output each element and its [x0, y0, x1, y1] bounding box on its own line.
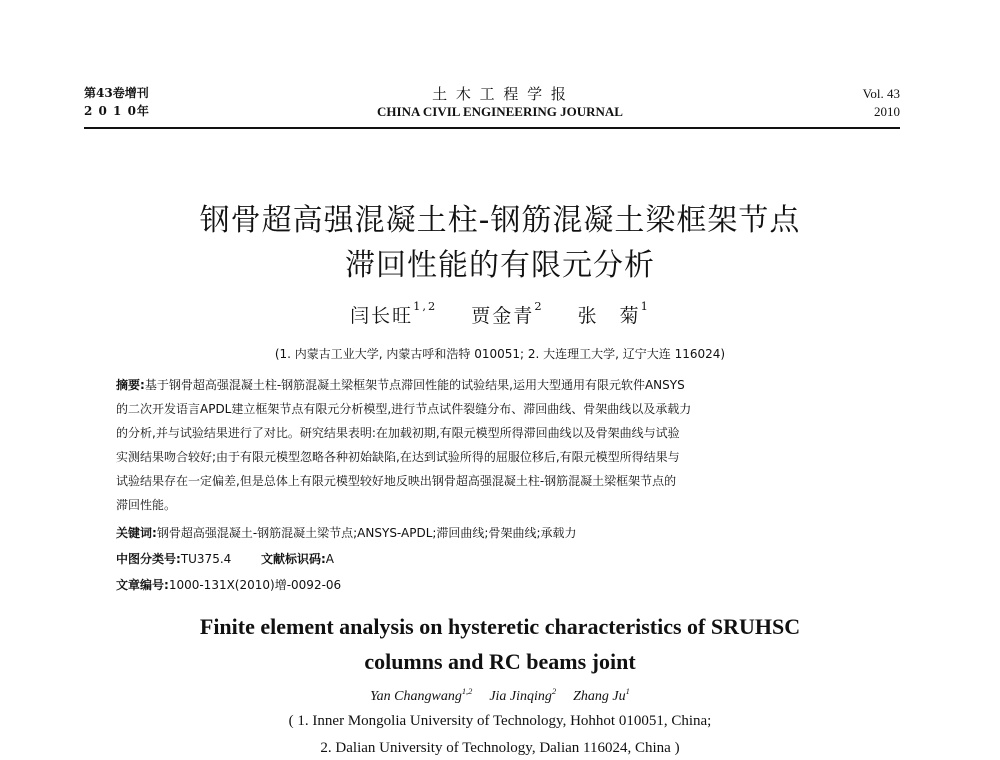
journal-name-en: CHINA CIVIL ENGINEERING JOURNAL	[377, 104, 623, 119]
title-en-line2: columns and RC beams joint	[364, 649, 636, 674]
doc-code-value: A	[325, 552, 334, 566]
abstract-line-1: 摘要:基于钢骨超高强混凝土柱-钢筋混凝土梁框架节点滞回性能的试验结果,运用大型通用有限元软件ANSYS	[116, 378, 685, 392]
volume-issue: 第43卷增刊	[84, 86, 149, 100]
abstract-line-3: 的分析,并与试验结果进行了对比。研究结果表明:在加载初期,有限元模型所得滞回曲线以及骨架曲线与试验	[116, 426, 680, 440]
volume-en: Vol. 43	[862, 86, 900, 101]
author-cn-1: 闫长旺$^{1,2}$	[350, 299, 438, 327]
clc-value: TU375.4	[180, 552, 232, 566]
header-rule	[84, 127, 900, 129]
journal-name-cn: 土 木 工 程 学 报	[432, 85, 568, 103]
author-en-3: Zhang Ju$^1$	[573, 687, 630, 704]
clc-label: 中图分类号:	[116, 552, 181, 566]
abstract-label: 摘要:	[116, 378, 145, 392]
affiliation-cn: (1. 内蒙古工业大学, 内蒙古呼和浩特 010051; 2. 大连理工大学, 辽宁大连 116024)	[274, 347, 726, 361]
authors-cn	[0, 301, 1000, 328]
year: 2 0 1 0年	[84, 104, 150, 118]
year-en: 2010	[874, 104, 900, 119]
author-cn-3: 张 菊$^1$	[577, 299, 650, 327]
title-cn-line2: 滞回性能的有限元分析	[345, 248, 655, 283]
authors-en	[0, 689, 1000, 705]
abstract-line-6: 滞回性能。	[116, 498, 177, 512]
author-en-2: Jia Jinqing$^2$	[489, 687, 557, 704]
affiliation-en-line1: ( 1. Inner Mongolia University of Technology, Hohhot 010051, China;	[288, 713, 712, 729]
article-number-value: 1000-131X(2010)增-0092-06	[168, 578, 342, 592]
abstract-line-2: 的二次开发语言APDL建立框架节点有限元分析模型,进行节点试件裂缝分布、滞回曲线、骨架曲线以及承载力	[116, 402, 692, 416]
title-cn-line1: 钢骨超高强混凝土柱-钢筋混凝土梁框架节点	[199, 203, 801, 238]
article-number	[116, 576, 881, 593]
keywords	[116, 524, 881, 541]
author-en-1: Yan Changwang$^{1,2}$	[370, 687, 473, 704]
article-number-label: 文章编号:	[116, 578, 169, 592]
keywords-label: 关键词:	[116, 526, 157, 540]
keywords-value: 钢骨超高强混凝土-钢筋混凝土梁节点;ANSYS-APDL;滞回曲线;骨架曲线;承载力	[156, 526, 577, 540]
affiliation-en-line2: 2. Dalian University of Technology, Dalian 116024, China )	[320, 740, 680, 756]
abstract-line-4: 实测结果吻合较好;由于有限元模型忽略各种初始缺陷,在达到试验所得的屈服位移后,有限元模型所得结果与	[116, 450, 680, 464]
author-cn-2: 贾金青$^2$	[471, 299, 544, 327]
classification	[116, 550, 881, 567]
doc-code-label: 文献标识码:	[260, 552, 326, 566]
title-en-line1: Finite element analysis on hysteretic characteristics of SRUHSC	[199, 614, 801, 639]
abstract-line-5: 试验结果存在一定偏差,但是总体上有限元模型较好地反映出钢骨超高强混凝土柱-钢筋混凝土梁框架节点的	[116, 474, 677, 488]
